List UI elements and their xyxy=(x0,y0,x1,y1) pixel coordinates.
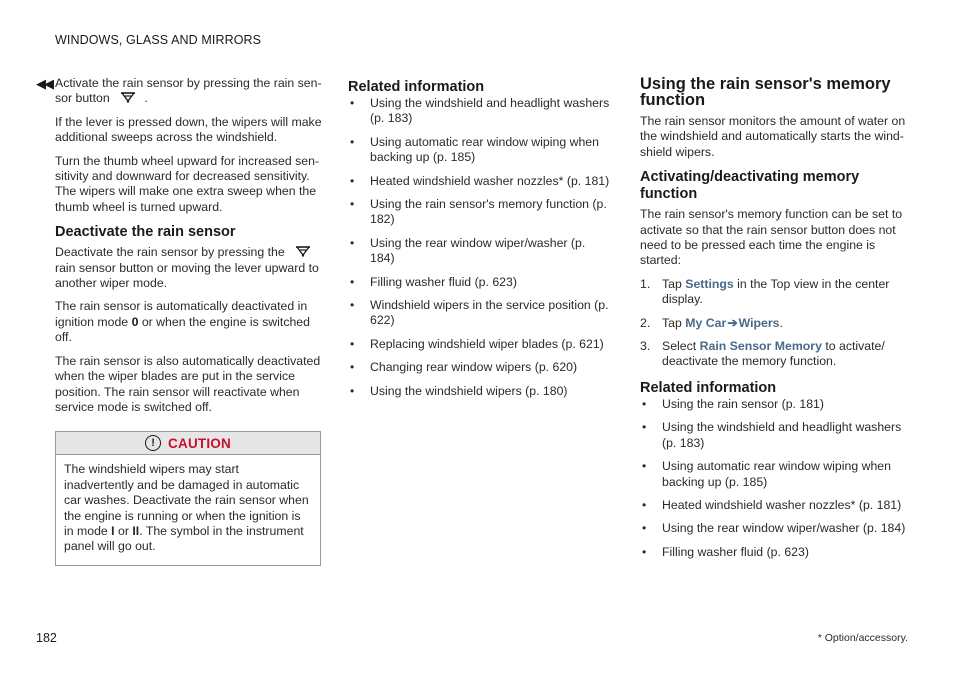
list-item[interactable]: • Replacing windshield wiper blades (p. 621) xyxy=(350,336,604,351)
step-item: 1. Tap Settings in the Top view in the center display. xyxy=(640,276,890,307)
list-item[interactable]: • Using the rear window wiper/washer (p. 184) xyxy=(642,521,906,536)
paragraph-deactivate: Deactivate the rain sensor by pressing the rain sensor button or moving the lever upward to another wiper mode. xyxy=(55,245,319,291)
paragraph-activate: Activate the rain sensor by pressing the rain sen-sor button . xyxy=(55,76,322,106)
paragraph-thumb-wheel: Turn the thumb wheel upward for increased sen-sitivity and downward for decreased sensitivity. The wipers will make one extra sweep when the thumb wheel is turned upward. xyxy=(55,153,320,214)
rain-sensor-memory-link[interactable]: Rain Sensor Memory xyxy=(699,339,822,354)
list-item[interactable]: • Using the windshield and headlight washers (p. 183) xyxy=(350,96,610,126)
rain-sensor-icon xyxy=(294,245,312,257)
footnote: * Option/accessory. xyxy=(817,632,908,644)
list-item[interactable]: • Using automatic rear window wiping when backing up (p. 185) xyxy=(642,459,891,489)
column-1 xyxy=(55,76,323,566)
my-car-link[interactable]: My Car xyxy=(685,315,727,330)
related-list xyxy=(640,397,908,560)
paragraph-ignition: The rain sensor is automatically deactivated in ignition mode 0 or when the engine is switched off. xyxy=(55,299,310,345)
activating-heading: Activating/deactivating memory function xyxy=(640,169,860,203)
list-item[interactable]: • Filling washer fluid (p. 623) xyxy=(350,274,517,289)
caution-body: The windshield wipers may start inadvertently and be damaged in automatic car washes. Deactivate the rain sensor when the engine is running or when the ignition is in mode I or II. The symbol in the instrument panel will go out. xyxy=(64,462,309,554)
step-item: 3. Select Rain Sensor Memory to activate/ deactivate the memory function. xyxy=(640,339,885,369)
list-item[interactable]: • Heated windshield washer nozzles* (p. 181) xyxy=(350,173,610,188)
exclamation-circle-icon: ! xyxy=(145,435,161,451)
rain-sensor-icon xyxy=(119,91,137,103)
list-item[interactable]: • Using the windshield and headlight washers (p. 183) xyxy=(642,420,902,450)
section-title: WINDOWS, GLASS AND MIRRORS xyxy=(55,33,262,47)
caution-title: CAUTION xyxy=(168,435,231,451)
page-number: 182 xyxy=(36,631,57,645)
wipers-link[interactable]: Wipers xyxy=(738,315,780,330)
related-list xyxy=(348,96,610,399)
list-item[interactable]: • Windshield wipers in the service position (p. 622) xyxy=(350,298,609,328)
step-item: 2. Tap My Car➔Wipers. xyxy=(640,315,783,330)
related-heading: Related information xyxy=(640,379,777,396)
related-heading: Related information xyxy=(348,79,485,95)
paragraph-service: The rain sensor is also automatically deactivated when the wiper blades are put in the service position. The rain sensor will reactivate when service mode is switched off. xyxy=(55,353,321,414)
paragraph-activating: The rain sensor's memory function can be set to activate so that the rain sensor button does not need to be pressed each time the engine is started: xyxy=(640,207,903,268)
section-heading-memory: Using the rain sensor's memory function xyxy=(640,75,891,109)
list-item[interactable]: • Changing rear window wipers (p. 620) xyxy=(350,360,578,375)
arrow-right-icon: ➔ xyxy=(727,315,738,330)
continuation-mark: ◀◀ xyxy=(36,76,52,91)
paragraph-lever: If the lever is pressed down, the wipers will make additional sweeps across the windshield. xyxy=(55,114,322,145)
paragraph-intro: The rain sensor monitors the amount of water on the windshield and automatically starts the wind-shield wipers. xyxy=(640,114,906,159)
settings-link[interactable]: Settings xyxy=(685,276,734,291)
column-2 xyxy=(348,79,610,407)
list-item[interactable]: • Using the rain sensor (p. 181) xyxy=(642,396,824,411)
list-item[interactable]: • Using the rain sensor's memory function (p. 182) xyxy=(350,197,607,227)
caution-header xyxy=(56,432,320,455)
steps-list xyxy=(640,277,908,370)
list-item[interactable]: • Filling washer fluid (p. 623) xyxy=(642,544,809,559)
caution-box xyxy=(55,431,321,565)
deactivate-heading: Deactivate the rain sensor xyxy=(55,224,236,241)
list-item[interactable]: • Using automatic rear window wiping when backing up (p. 185) xyxy=(350,134,599,165)
column-3 xyxy=(640,76,908,568)
list-item[interactable]: • Heated windshield washer nozzles* (p. 181) xyxy=(642,497,902,512)
list-item[interactable]: • Using the windshield wipers (p. 180) xyxy=(350,383,568,398)
list-item[interactable]: • Using the rear window wiper/washer (p. 184) xyxy=(350,235,586,266)
